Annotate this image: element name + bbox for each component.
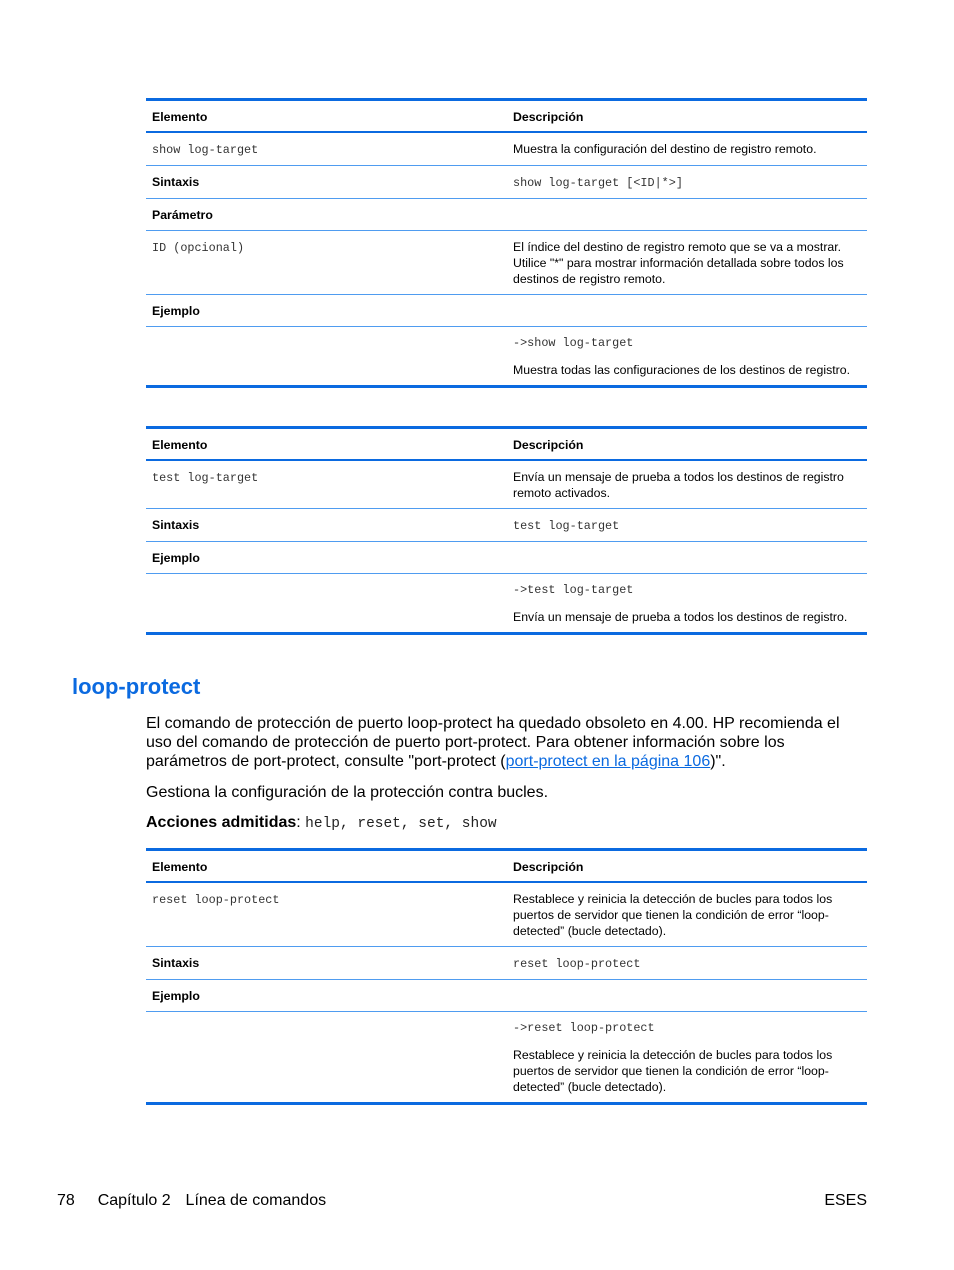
command-name: show log-target [152, 143, 259, 157]
table-header-row [146, 428, 867, 461]
table-row [146, 327, 867, 387]
syntax-value: show log-target [<ID|*>] [513, 176, 683, 190]
column-header-element: Elemento [146, 850, 507, 883]
intro-text-before-link: El comando de protección de puerto loop-protect ha quedado obsoleto en 4.00. HP recomienda el uso del comando de protección de puerto port-protect. Para obtener información sobre los parámetros de port-protect, consulte "port-protect ( [146, 715, 840, 770]
column-header-element: Elemento [146, 428, 507, 461]
table-row [146, 460, 867, 509]
reset-loop-protect-table [146, 848, 867, 1105]
section-title: loop-protect [72, 674, 201, 699]
parameter-label: Parámetro [146, 199, 507, 231]
column-header-element: Elemento [146, 100, 507, 133]
command-description: Restablece y reinicia la detección de bucles para todos los puertos de servidor que tienen la condición de error “loop-detected” (bucle detectado). [507, 882, 867, 947]
supported-actions-list: help, reset, set, show [305, 816, 497, 832]
example-description: Restablece y reinicia la detección de bucles para todos los puertos de servidor que tienen la condición de error “loop-detected” (bucle detectado). [513, 1048, 833, 1094]
example-label: Ejemplo [146, 295, 507, 327]
example-description: Muestra todas las configuraciones de los destinos de registro. [513, 363, 850, 377]
command-name: reset loop-protect [152, 893, 280, 907]
chapter-label: Capítulo 2 [97, 1192, 171, 1209]
table-header-row [146, 100, 867, 133]
command-description: Muestra la configuración del destino de registro remoto. [507, 132, 867, 166]
syntax-label: Sintaxis [146, 166, 507, 199]
test-log-target-table [146, 426, 867, 635]
table-row [146, 199, 867, 231]
table-row [146, 231, 867, 295]
syntax-label: Sintaxis [146, 509, 507, 542]
example-label: Ejemplo [146, 980, 507, 1012]
command-description: Envía un mensaje de prueba a todos los destinos de registro remoto activados. [507, 460, 867, 509]
table-row [146, 132, 867, 166]
port-protect-page-link[interactable]: port-protect en la página 106 [505, 753, 711, 770]
table-row [146, 295, 867, 327]
syntax-label: Sintaxis [146, 947, 507, 980]
example-command: ->test log-target [513, 583, 634, 597]
column-header-description: Descripción [507, 850, 867, 883]
section-description: Gestiona la configuración de la protección contra bucles. [146, 784, 549, 801]
table-row [146, 166, 867, 199]
table-row [146, 980, 867, 1012]
example-command: ->show log-target [513, 336, 634, 350]
table-row [146, 1012, 867, 1104]
page-footer-locale: ESES [824, 1192, 867, 1209]
section-intro-paragraph [146, 714, 867, 771]
command-name: test log-target [152, 471, 259, 485]
table-row [146, 882, 867, 947]
chapter-title: Línea de comandos [185, 1192, 327, 1209]
column-header-description: Descripción [507, 100, 867, 133]
table-row [146, 574, 867, 634]
table-row [146, 542, 867, 574]
table-header-row [146, 850, 867, 883]
supported-actions-label: Acciones admitidas [146, 814, 297, 831]
intro-text-after-link: )". [710, 753, 726, 770]
example-description: Envía un mensaje de prueba a todos los destinos de registro. [513, 610, 848, 624]
syntax-value: test log-target [513, 519, 620, 533]
table-row [146, 947, 867, 980]
example-label: Ejemplo [146, 542, 507, 574]
column-header-description: Descripción [507, 428, 867, 461]
table-row [146, 509, 867, 542]
supported-actions-colon: : [296, 814, 306, 831]
syntax-value: reset loop-protect [513, 957, 641, 971]
page-footer-left [57, 1192, 326, 1210]
page-number: 78 [57, 1192, 75, 1209]
supported-actions [146, 813, 867, 834]
example-command: ->reset loop-protect [513, 1021, 655, 1035]
parameter-name: ID (opcional) [152, 241, 245, 255]
parameter-description: El índice del destino de registro remoto que se va a mostrar. Utilice "*" para mostrar información detallada sobre todos los destinos de registro remoto. [507, 231, 867, 295]
show-log-target-table [146, 98, 867, 388]
